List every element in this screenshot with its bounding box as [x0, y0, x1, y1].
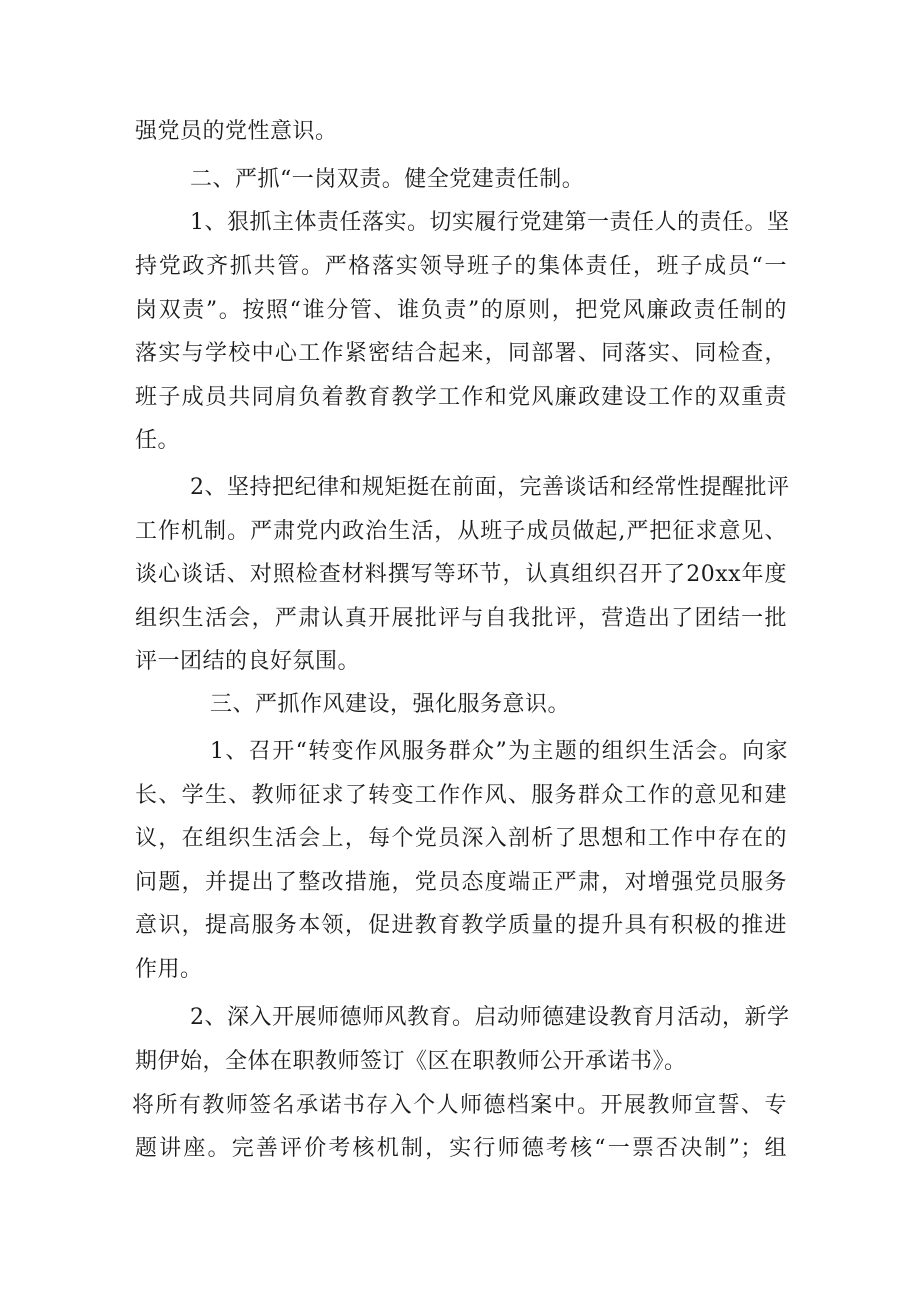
section-heading: 二、严抓“一岗双责。健全党建责任制。 [190, 167, 585, 192]
text-line: 工作机制。严肃党内政治生活，从班子成员做起,严把征求意见、 [135, 519, 787, 544]
text-line: 问题，并提出了整改措施，党员态度端正严肃，对增强党员服务 [135, 870, 787, 895]
text-line: 强党员的党性意识。 [135, 119, 338, 144]
text-line: 1、狠抓主体责任落实。切实履行党建第一责任人的责任。坚 [190, 210, 790, 235]
text-line: 岗双责”。按照“谁分管、谁负责”的原则，把党风廉政责任制的 [135, 298, 787, 323]
text-line: 落实与学校中心工作紧密结合起来，同部署、同落实、同检查， [135, 341, 787, 366]
text-line: 组织生活会，严肃认真开展批评与自我批评，营造出了团结一批 [135, 606, 787, 631]
text-line: 任。 [135, 428, 181, 453]
text-line: 评一团结的良好氛围。 [135, 649, 361, 674]
text-line: 班子成员共同肩负着教育教学工作和党风廉政建设工作的双重责 [135, 385, 787, 410]
text-line: 持党政齐抓共管。严格落实领导班子的集体责任，班子成员“一 [135, 254, 787, 279]
text-line: 谈心谈话、对照检查材料撰写等环节，认真组织召开了20xx年度 [135, 562, 787, 587]
text-line: 将所有教师签名承诺书存入个人师德档案中。开展教师宣誓、专 [132, 1093, 787, 1118]
text-line: 作用。 [135, 957, 203, 982]
text-line: 长、学生、教师征求了转变工作作风、服务群众工作的意见和建 [135, 783, 787, 808]
text-line: 议，在组织生活会上，每个党员深入剖析了思想和工作中存在的 [135, 826, 787, 851]
text-line: 2、坚持把纪律和规矩挺在前面，完善谈话和经常性提醒批评 [190, 475, 790, 500]
text-line: 意识，提高服务本领，促进教育教学质量的提升具有积极的推进 [135, 913, 787, 938]
text-line: 题讲座。完善评价考核机制，实行师德考核“一票否决制”；组 [135, 1136, 787, 1161]
section-heading: 三、严抓作风建设，强化服务意识。 [210, 692, 571, 717]
text-line: 期伊始，全体在职教师签订《区在职教师公开承诺书》。 [135, 1049, 687, 1074]
text-line: 1、召开“转变作风服务群众”为主题的组织生活会。向家 [210, 739, 788, 764]
text-line: 2、深入开展师德师风教育。启动师德建设教育月活动，新学 [190, 1005, 790, 1030]
